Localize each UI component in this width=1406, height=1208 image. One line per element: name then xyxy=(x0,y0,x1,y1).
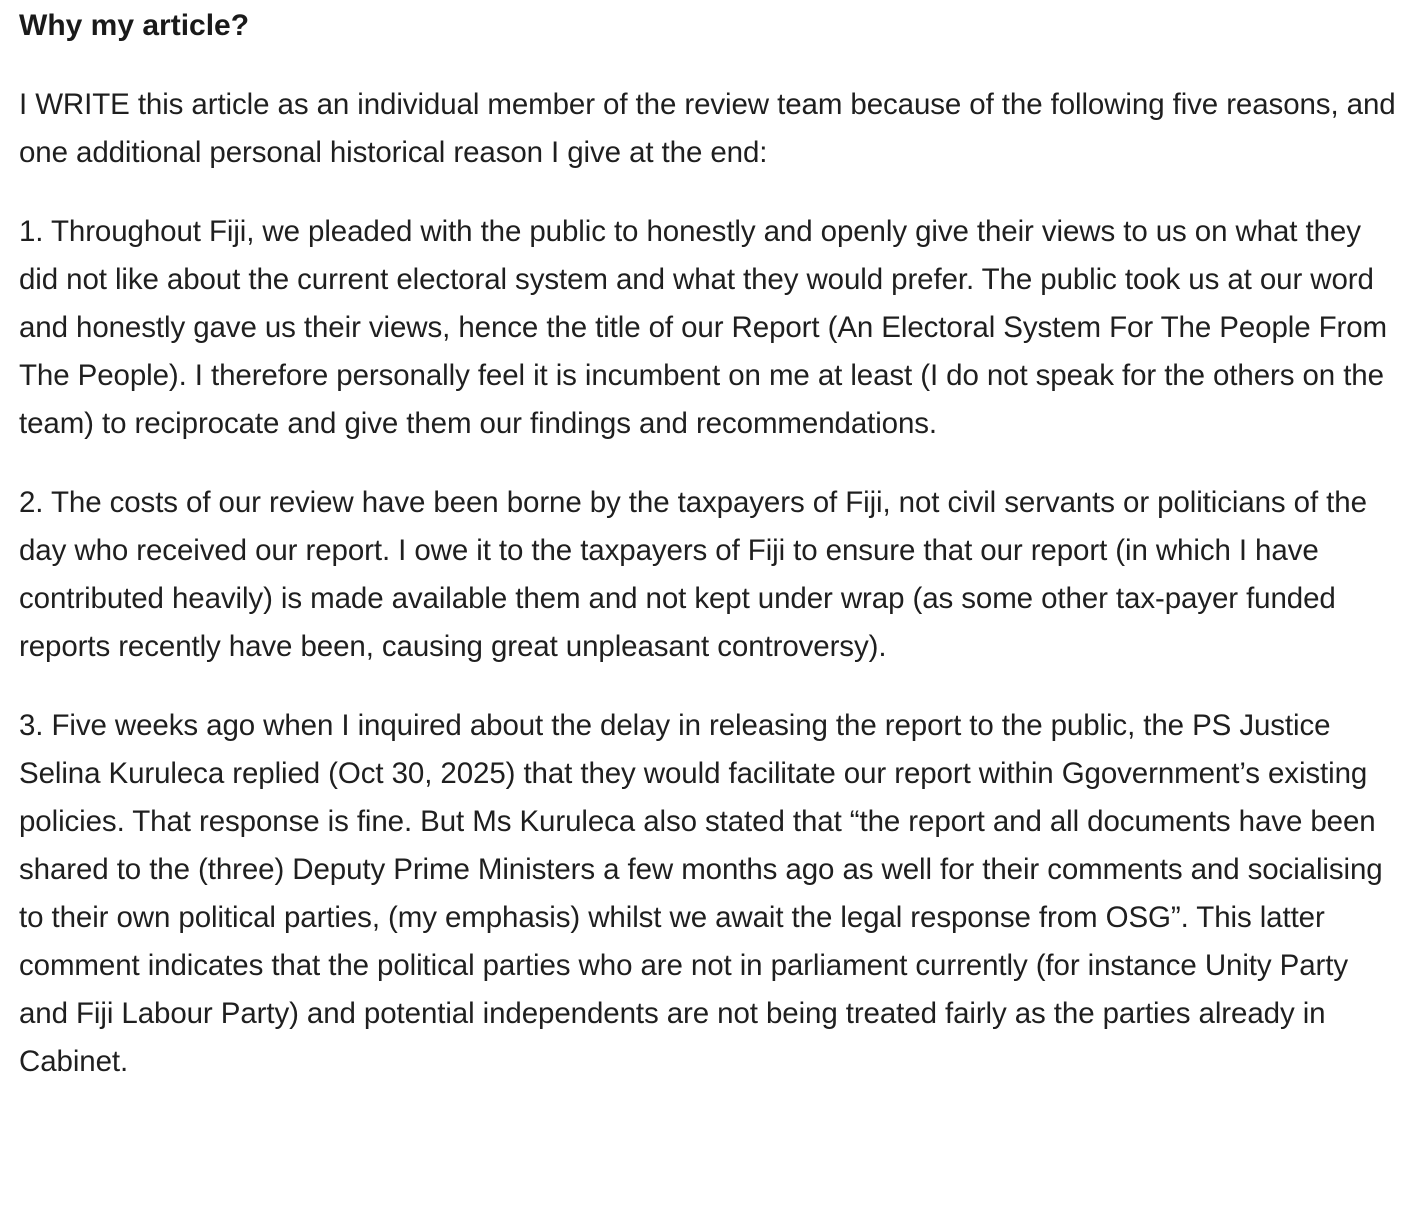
article-body xyxy=(19,0,1401,1086)
article-heading: Why my article? xyxy=(19,9,250,42)
paragraph-reason-2: 2. The costs of our review have been borne by the taxpayers of Fiji, not civil servants or politicians of the day who received our report. I owe it to the taxpayers of Fiji to ensure that our report (in which I have contributed heavily) is made available them and not kept under wrap (as some other tax-payer funded reports recently have been, causing great unpleasant controversy). xyxy=(19,486,1367,663)
paragraph-reason-1: 1. Throughout Fiji, we pleaded with the public to honestly and openly give their views to us on what they did not like about the current electoral system and what they would prefer. The public took us at our word and honestly gave us their views, hence the title of our Report (An Electoral System For The People From The People). I therefore personally feel it is incumbent on me at least (I do not speak for the others on the team) to reciprocate and give them our findings and recommendations. xyxy=(19,215,1388,440)
paragraph-reason-3: 3. Five weeks ago when I inquired about the delay in releasing the report to the public, the PS Justice Selina Kuruleca replied (Oct 30, 2025) that they would facilitate our report within Ggovernment’s existing policies. That response is fine. But Ms Kuruleca also stated that “the report and all documents have been shared to the (three) Deputy Prime Ministers a few months ago as well for their comments and socialising to their own political parties, (my emphasis) whilst we await the legal response from OSG”. This latter comment indicates that the political parties who are not in parliament currently (for instance Unity Party and Fiji Labour Party) and potential independents are not being treated fairly as the parties already in Cabinet. xyxy=(19,709,1383,1078)
paragraph-intro: I WRITE this article as an individual member of the review team because of the following five reasons, and one additional personal historical reason I give at the end: xyxy=(19,88,1396,169)
